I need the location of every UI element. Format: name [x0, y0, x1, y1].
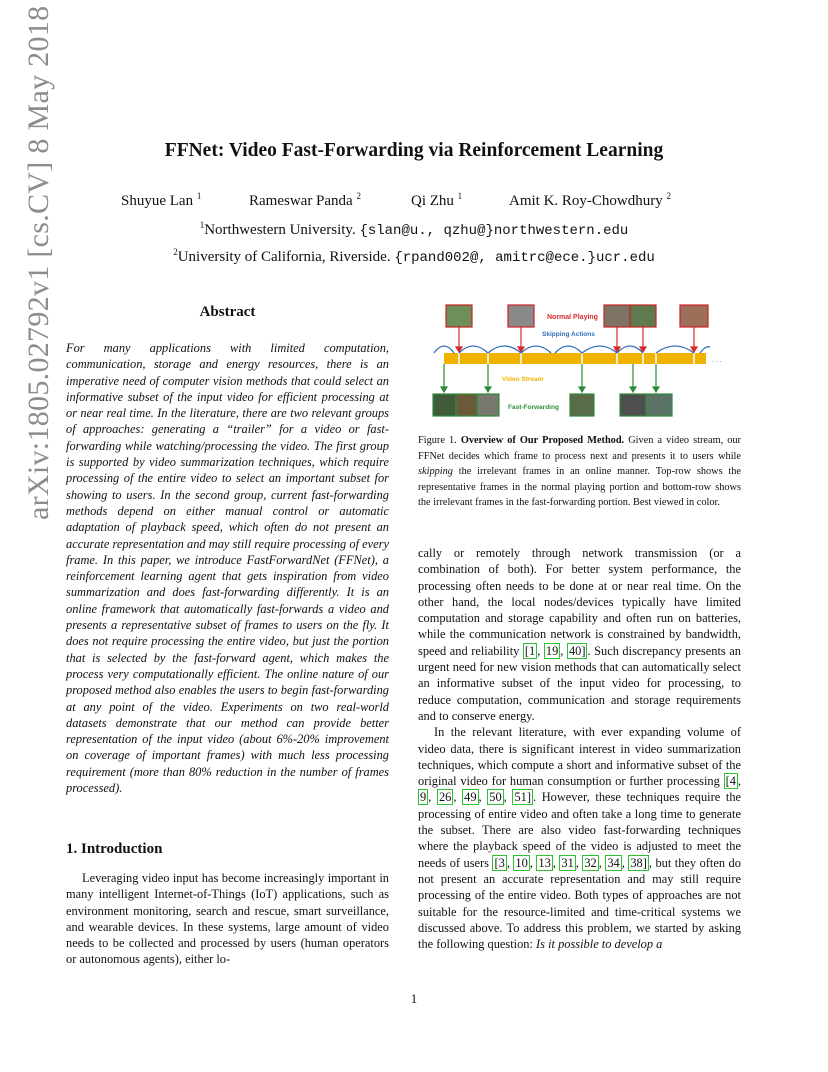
- citation-link[interactable]: 38]: [630, 855, 647, 870]
- citation-link[interactable]: 9: [420, 790, 427, 805]
- citation-link[interactable]: [3: [494, 855, 505, 870]
- citation-link[interactable]: 19: [545, 643, 559, 658]
- skipping-actions-label: Skipping Actions: [542, 331, 595, 338]
- author: Rameswar Panda $^2$: [249, 191, 361, 209]
- email: {slan@u., qzhu@}northwestern.edu: [359, 223, 629, 239]
- email: {rpand002@, amitrc@ece.}ucr.edu: [394, 250, 655, 266]
- frame-thumbnail: [570, 394, 594, 416]
- citation-link[interactable]: 49: [464, 790, 477, 805]
- citation-link[interactable]: 34: [607, 855, 620, 870]
- citation-link[interactable]: 51]: [514, 790, 531, 805]
- citation-link[interactable]: 40]: [568, 643, 586, 658]
- paper-title: FFNet: Video Fast-Forwarding via Reinforcement Learning: [164, 140, 664, 161]
- citation-link[interactable]: 10: [515, 855, 528, 870]
- green-arrows: [441, 364, 659, 392]
- frame-thumbnail: [646, 394, 672, 416]
- affiliation-2: $^2$University of California, Riverside. {rpand002@, amitrc@ece.}ucr.edu: [173, 247, 655, 266]
- section-heading: 1. Introduction: [66, 841, 163, 857]
- abstract-text: For many applications with limited computation, communication, storage and energy resources, there is an imperative need of computer vision methods that could select an informative subset of the input video for efficient processing at or near real time. In the literature, there are two relevant groups of approaches: generating a “trailer” for a video or fast-forwarding while watching/processing the video. The first group is supported by video summarization techniques, which require processing of the entire video to select an important subset for showing to users. In the second group, current fast-forwarding methods depend on either manual control or automatic adaptation of playback speed, which often do not present an accurate representation and may still require processing of every frame. In this paper, we introduce FastForwardNet (FFNet), a reinforcement learning agent that gets inspiration from video summarization and does fast-forwarding differently. It is an online framework that automatically fast-forwards a video and presents a representative subset of frames to users on the fly. It does not require processing the entire video, but just the portion that is selected by the fast-forward agent, which makes the process very computationally efficient. The online nature of our proposed method also enables the users to begin fast-forwarding at any point of the video. Experiments on two real-world datasets demonstrate that our method can provide better representation of the input video (about 6%-20% improvement on coverage of important frames) with much less processing requirement (more than 80% reduction in the number of frames processed).: [66, 341, 389, 796]
- stream-ellipsis: . . .: [712, 357, 722, 364]
- frame-thumbnail: [433, 394, 456, 416]
- frame-thumbnail: [477, 394, 499, 416]
- citation-link[interactable]: 50: [489, 790, 502, 805]
- frame-thumbnail: [508, 305, 534, 327]
- right-column-text: [418, 545, 741, 952]
- video-stream-bar: [444, 353, 706, 364]
- frame-thumbnail: [620, 394, 646, 416]
- affiliation-1: $^1$Northwestern University. {slan@u., qzhu@}northwestern.edu: [199, 220, 629, 239]
- citation-link[interactable]: [4: [725, 774, 736, 789]
- author: Shuyue Lan $^1$: [121, 191, 202, 209]
- arxiv-sidebar-id: arXiv:1805.02792v1 [cs.CV] 8 May 2018: [22, 5, 55, 520]
- figure-overview-diagram: [430, 303, 735, 421]
- video-stream-label: Video Stream: [502, 376, 544, 383]
- author: Qi Zhu $^1$: [411, 191, 463, 209]
- frame-thumbnail: [446, 305, 472, 327]
- paragraph: cally or remotely through network transmission (or a combination of both). For better system performance, the processing often needs to be done at or near real time. On the other hand, the local nodes/devices typically have limited computation and storage capability and often run on batteries, while the communication network is constrained by bandwidth, speed and reliability [1 , 19 , 40] . Such discrepancy presents an urgent need for new vision methods that can automatically select an informative subset of the input video for processing, to reduce computation, communication and storage requirements and to conserve energy.: [418, 546, 741, 723]
- frame-thumbnail: [680, 305, 708, 327]
- author-list: [0, 193, 828, 215]
- citation-link[interactable]: 31: [561, 855, 574, 870]
- frame-thumbnail: [456, 394, 477, 416]
- normal-playing-label: Normal Playing: [547, 314, 598, 321]
- intro-paragraph: Leveraging video input has become increasingly important in many intelligent Internet-of-Things (IoT) applications, such as environment monitoring, search and rescue, smart surveillance, and wearable devices. In these systems, large amount of video needs to be collected and processed by users (human operators or autonomous agents), either lo-: [66, 871, 389, 967]
- page-number: 1: [410, 991, 418, 1006]
- abstract-heading: Abstract: [199, 304, 256, 320]
- figure-caption: Figure 1. Overview of Our Proposed Method. Given a video stream, our FFNet decides which frame to process next and presents it to users while skipping the irrelevant frames in an online manner. Top-row shows the representative frames in the normal playing portion and bottom-row shows the irrelevant frames in the fast-forwarding portion. Best viewed in color.: [418, 435, 741, 508]
- skip-arcs: [434, 346, 710, 353]
- fast-forwarding-label: Fast-Forwarding: [508, 404, 559, 411]
- citation-link[interactable]: [1: [524, 643, 536, 658]
- citation-link[interactable]: 32: [584, 855, 597, 870]
- citation-link[interactable]: 13: [538, 855, 551, 870]
- citation-link[interactable]: 26: [438, 790, 452, 805]
- author: Amit K. Roy-Chowdhury $^2$: [509, 191, 671, 209]
- frame-thumbnail: [630, 305, 656, 327]
- paragraph: In the relevant literature, with ever expanding volume of video data, there is significant interest in video summarization techniques, which compute a short and informative subset of the original video for human consumption or further processing [4 , 9 , 26 , 49 , 50 , 51] . However, these techniques require the processing of entire video and often take a long time to generate the subset. There are also video fast-forwarding techniques where the playback speed of the video is adjusted to meet the needs of users [3 , 10 , 13 , 31 , 32 , 34 , 38] , but they often do not present an accurate representation and may still require processing of the entire video. Both types of approaches are not suitable for the resource-limited and time-critical systems we discussed above. To address this problem, we started by asking the following question: Is it possible to develop a: [418, 725, 742, 952]
- frame-thumbnail: [604, 305, 630, 327]
